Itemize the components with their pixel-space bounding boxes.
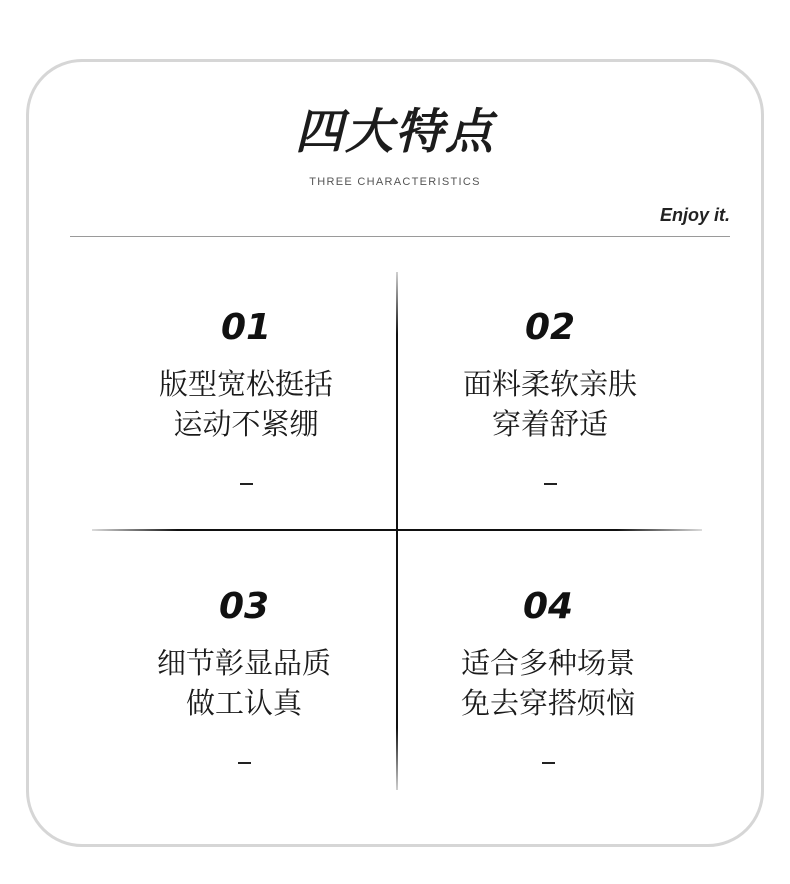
feature-dash: [238, 762, 251, 764]
feature-text-line2: 穿着舒适: [491, 407, 608, 441]
feature-text-line2: 运动不紧绷: [173, 407, 319, 441]
feature-item-01: [96, 306, 396, 485]
page-title: 四大特点: [294, 104, 495, 160]
feature-number: 03: [218, 586, 270, 627]
feature-dash: [544, 483, 557, 485]
page-subtitle: THREE CHARACTERISTICS: [309, 176, 481, 188]
feature-text-line1: 面料柔软亲肤: [462, 367, 637, 401]
feature-text-line1: 版型宽松挺括: [158, 367, 333, 401]
feature-text-line1: 适合多种场景: [460, 646, 635, 680]
feature-text-line2: 免去穿搭烦恼: [460, 686, 635, 720]
feature-text-line1: 细节彰显品质: [156, 646, 331, 680]
feature-text-line2: 做工认真: [185, 686, 302, 720]
feature-dash: [542, 762, 555, 764]
feature-item-02: [400, 306, 700, 485]
grid-horizontal-divider: [92, 529, 702, 531]
feature-number: 01: [220, 307, 272, 348]
tagline: Enjoy it.: [659, 205, 730, 225]
feature-dash: [240, 483, 253, 485]
feature-number: 02: [524, 307, 576, 348]
feature-item-04: [398, 585, 698, 764]
feature-item-03: [94, 585, 394, 764]
header-divider: [70, 236, 730, 237]
feature-number: 04: [522, 586, 574, 627]
